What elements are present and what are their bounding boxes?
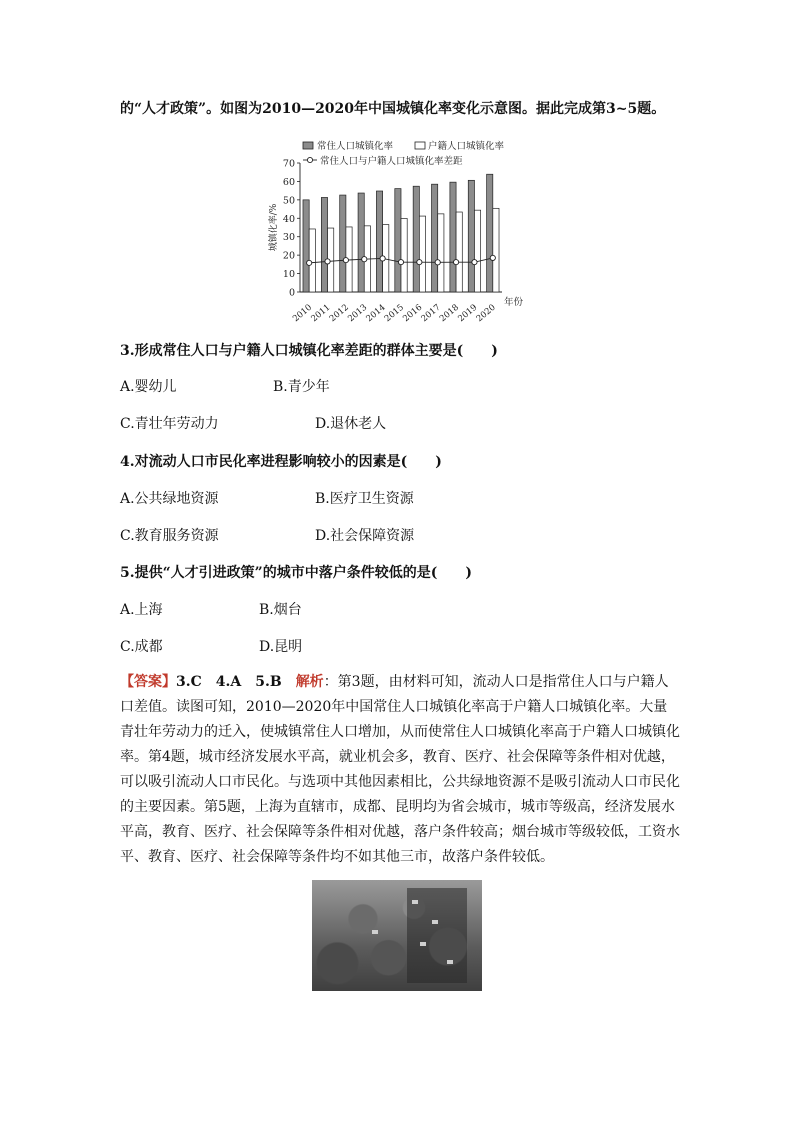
y-tick-label: 30 — [282, 232, 295, 244]
legend-label-series-2: 户籍人口城镇化率 — [428, 141, 505, 152]
question-3-stem: 3.形成常住人口与户籍人口城镇化率差距的群体主要是( ) — [120, 343, 498, 359]
x-tick-label: 2015 — [382, 302, 406, 325]
point-series-3 — [453, 260, 458, 265]
answer-tag: 【答案】 — [120, 674, 176, 690]
bar-series-1 — [432, 184, 438, 292]
point-series-3 — [398, 260, 403, 265]
y-tick-label: 50 — [282, 195, 295, 207]
bar-series-1 — [376, 191, 382, 292]
urbanization-chart — [262, 134, 542, 325]
point-series-3 — [307, 260, 312, 265]
x-tick-label: 2018 — [438, 302, 462, 325]
legend-label-series-3: 常住人口与户籍人口城镇化率差距 — [320, 156, 463, 167]
question-5-stem: 5.提供“人才引进政策”的城市中落户条件较低的是( ) — [120, 565, 472, 581]
q5-option-a: A.上海 — [120, 602, 163, 618]
bar-series-1 — [358, 193, 364, 292]
point-series-3 — [380, 256, 385, 261]
bar-series-2 — [438, 214, 444, 292]
q3-option-a: A.婴幼儿 — [120, 379, 177, 395]
vertical-forest-photo — [312, 880, 482, 991]
point-series-3 — [417, 260, 422, 265]
q3-option-c: C.青壮年劳动力 — [120, 416, 219, 432]
point-series-3 — [362, 257, 367, 262]
analysis-text: ：第3题，由材料可知，流动人口是指常住人口与户籍人口差值。读图可知，2010—2020年中国常住人口城镇化率高于户籍人口城镇化率。大量青壮年劳动力的迁入，使城镇常住人口增加，从而使常住人口城镇化率高于户籍人口城镇化率。第4题，城市经济发展水平高，就业机会多，教育、医疗、社会保障等条件相对优越，可以吸引流动人口市民化。与选项中其他因素相比，公共绿地资源不是吸引流动人口市民化的主要因素。第5题，上海为直辖市，成都、昆明均为省会城市，城市等级高，经济发展水平高，教育、医疗、社会保障等条件相对优越，落户条件较高；烟台城市等级较低，工资水平、教育、医疗、社会保障等条件均不如其他三市，故落户条件较低。 — [120, 674, 680, 865]
q4-option-d: D.社会保障资源 — [315, 528, 415, 544]
y-tick-label: 0 — [288, 287, 295, 299]
x-tick-label: 2011 — [309, 302, 333, 325]
point-series-3 — [325, 259, 330, 264]
bar-series-1 — [321, 197, 327, 292]
q4-option-b: B.医疗卫生资源 — [315, 491, 414, 507]
bar-series-1 — [413, 186, 419, 292]
point-series-3 — [435, 260, 440, 265]
q5-option-d: D.昆明 — [259, 639, 303, 655]
point-series-3 — [343, 258, 348, 263]
q4-option-c: C.教育服务资源 — [120, 528, 219, 544]
bar-series-1 — [487, 174, 493, 292]
q3-option-b: B.青少年 — [273, 379, 330, 395]
y-tick-label: 60 — [282, 176, 295, 188]
x-tick-label: 2014 — [364, 302, 388, 325]
x-tick-label: 2010 — [291, 302, 315, 325]
analysis-label: 解析 — [295, 674, 324, 690]
x-tick-label: 2016 — [401, 302, 425, 325]
bar-series-2 — [419, 216, 425, 292]
q4-option-a: A.公共绿地资源 — [120, 491, 219, 507]
x-tick-label: 2013 — [346, 302, 370, 325]
bar-series-1 — [395, 189, 401, 292]
x-tick-label: 2020 — [474, 302, 498, 325]
question-4-stem: 4.对流动人口市民化率进程影响较小的因素是( ) — [120, 454, 442, 470]
x-tick-label: 2012 — [327, 302, 351, 325]
bar-series-1 — [468, 180, 474, 292]
bar-series-2 — [401, 218, 407, 292]
y-tick-label: 70 — [282, 158, 295, 170]
y-tick-label: 40 — [282, 213, 295, 225]
legend-swatch-series-2 — [415, 142, 425, 149]
bar-series-1 — [450, 182, 456, 292]
legend-swatch-series-1 — [303, 142, 313, 149]
intro-text: 的“人才政策”。如图为2010—2020年中国城镇化率变化示意图。据此完成第3~5题。 — [120, 101, 666, 117]
q5-option-c: C.成都 — [120, 639, 163, 655]
x-tick-label: 2017 — [419, 302, 443, 325]
y-tick-label: 10 — [282, 269, 295, 281]
bar-series-2 — [456, 212, 462, 292]
y-axis-label: 城镇化率/% — [269, 203, 279, 252]
x-axis-label: 年份 — [504, 297, 524, 308]
y-tick-label: 20 — [282, 250, 295, 262]
bar-series-2 — [474, 210, 480, 292]
bar-series-1 — [340, 195, 346, 292]
x-tick-label: 2019 — [456, 302, 480, 325]
point-series-3 — [472, 260, 477, 265]
legend-marker-series-3 — [307, 157, 312, 162]
q3-option-d: D.退休老人 — [315, 416, 387, 432]
legend-label-series-1: 常住人口城镇化率 — [317, 141, 394, 152]
bar-series-1 — [303, 200, 309, 292]
q5-option-b: B.烟台 — [259, 602, 302, 618]
point-series-3 — [490, 255, 495, 260]
bar-series-2 — [493, 208, 499, 292]
answer-keys: 3.C 4.A 5.B — [176, 674, 296, 690]
answer-block — [120, 670, 680, 870]
